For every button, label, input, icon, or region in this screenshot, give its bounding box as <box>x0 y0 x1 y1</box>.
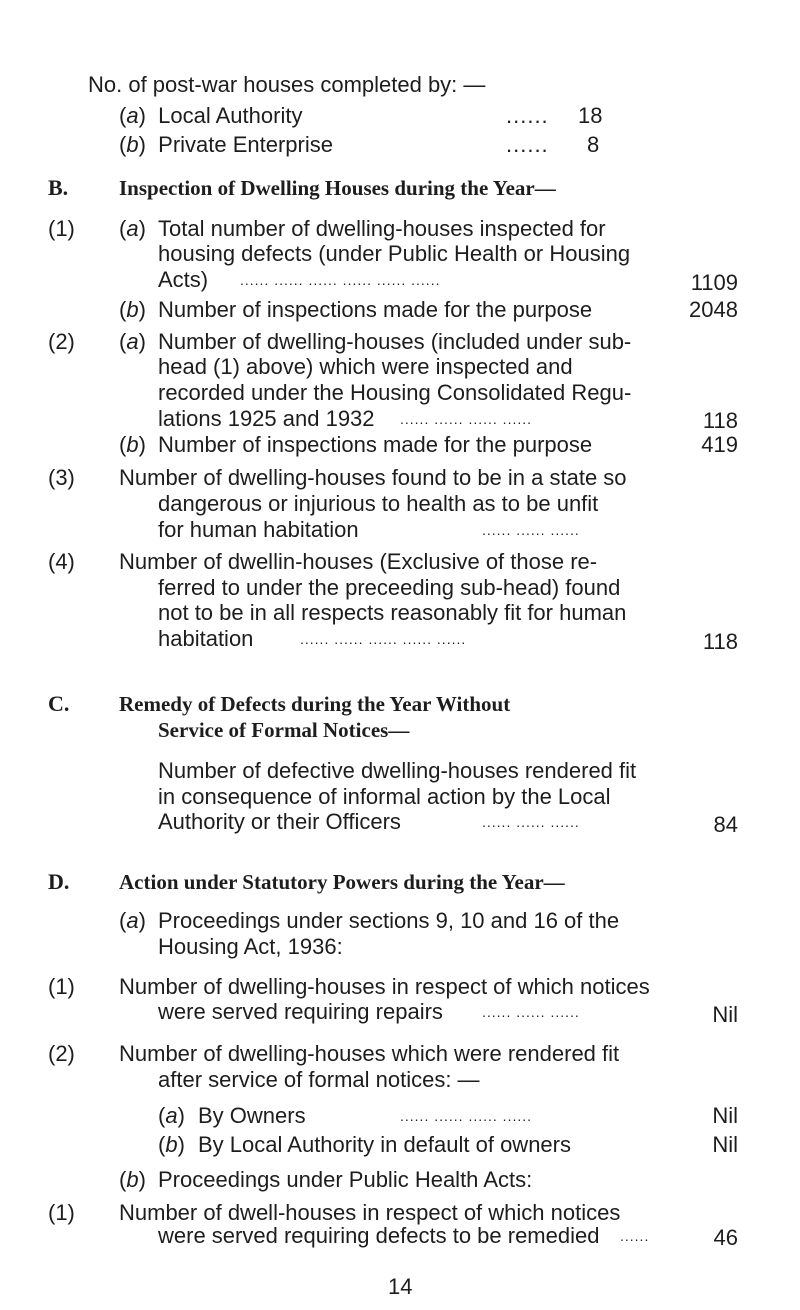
item-letter-a: (a) <box>119 908 146 934</box>
d1-value: Nil <box>712 1002 738 1028</box>
d2a-text: By Owners <box>198 1102 306 1128</box>
b1a-value: 1109 <box>690 269 738 295</box>
item-number: (2) <box>48 328 75 354</box>
d1-line2: were served requiring repairs <box>158 999 443 1025</box>
d-b-text: Proceedings under Public Health Acts: <box>158 1167 533 1193</box>
b2a-line3: recorded under the Housing Consolidated Regu- <box>158 379 632 405</box>
section-b-heading: Inspection of Dwelling Houses during the Year— <box>119 175 556 200</box>
leader-dots: ...... ...... ...... ...... <box>400 410 533 427</box>
item-number: (4) <box>48 549 75 574</box>
item-letter: b <box>126 297 139 323</box>
d2-line1: Number of dwelling-houses which were rendered fit <box>119 1041 620 1067</box>
d2-line2: after service of formal notices: — <box>158 1066 480 1092</box>
item-letter-b: (b) <box>119 432 146 458</box>
item-letter: a <box>126 908 139 934</box>
section-c-heading-line1: Remedy of Defects during the Year Without <box>119 692 511 717</box>
c-line1: Number of defective dwelling-houses rendered fit <box>158 757 637 783</box>
d2b-text: By Local Authority in default of owners <box>198 1132 571 1158</box>
intro-item-a: (a) Local Authority <box>119 102 303 128</box>
b2a-line1: Number of dwelling-houses (included under sub- <box>158 328 632 354</box>
leader-dots: ...... <box>506 102 549 128</box>
b2b-value: 419 <box>701 432 738 458</box>
leader-dots: ...... ...... ...... ...... ...... <box>300 630 467 647</box>
item-letter-a: (a) <box>119 328 146 354</box>
item-number: (2) <box>48 1041 75 1067</box>
intro-a-value: 18 <box>578 102 603 128</box>
d1-line1: Number of dwelling-houses in respect of which notices <box>119 973 650 999</box>
item-letter: b <box>126 132 139 158</box>
b1b-text: Number of inspections made for the purpose <box>158 297 593 323</box>
d-a-line2: Housing Act, 1936: <box>158 933 343 959</box>
dj1-line1: Number of dwell-houses in respect of which notices <box>119 1199 621 1225</box>
leader-dots: ...... ...... ...... <box>482 814 580 831</box>
leader-dots: ...... ...... ...... <box>482 1004 580 1021</box>
item-letter: a <box>126 215 139 241</box>
item-letter-a: (a) <box>158 1102 185 1128</box>
section-letter-b: B. <box>48 174 69 200</box>
b3-line2: dangerous or injurious to health as to be unfit <box>158 491 599 517</box>
b1a-line3: Acts) <box>158 266 209 292</box>
b3-line3: for human habitation <box>158 516 359 542</box>
leader-dots: ...... <box>620 1228 650 1245</box>
dj1-line2: were served requiring defects to be remedied <box>158 1223 600 1249</box>
item-number: (3) <box>48 465 75 491</box>
intro-line: No. of post-war houses completed by: — <box>88 72 486 98</box>
c-line3: Authority or their Officers <box>158 809 401 835</box>
item-letter-b: (b) <box>119 1167 146 1193</box>
item-letter: b <box>126 1167 139 1193</box>
b2a-line2: head (1) above) which were inspected and <box>158 354 573 380</box>
b1b-value: 2048 <box>689 297 738 323</box>
page-number: 14 <box>388 1274 413 1299</box>
b1a-line1: Total number of dwelling-houses inspected for <box>158 215 606 241</box>
section-c-heading-line2: Service of Formal Notices— <box>158 718 410 743</box>
item-number: (1) <box>48 215 75 241</box>
section-letter-c: C. <box>48 691 70 717</box>
item-letter-b: (b) <box>158 1132 185 1158</box>
section-letter-d: D. <box>48 869 70 895</box>
c-line2: in consequence of informal action by the Local <box>158 783 611 809</box>
item-letter: a <box>126 328 139 354</box>
intro-a-label: Local Authority <box>158 102 303 128</box>
section-d-heading: Action under Statutory Powers during the Year— <box>119 870 565 895</box>
item-letter-a: (a) <box>119 215 146 241</box>
b1a-line2: housing defects (under Public Health or Housing <box>158 241 631 267</box>
intro-item-b: (b) Private Enterprise <box>119 132 333 158</box>
b2b-text: Number of inspections made for the purpose <box>158 432 593 458</box>
b2a-line4: lations 1925 and 1932 <box>158 405 375 431</box>
b4-line1: Number of dwellin-houses (Exclusive of those re- <box>119 549 598 574</box>
leader-dots: ...... ...... ...... ...... ...... ...... <box>240 271 441 288</box>
dj1-value: 46 <box>713 1225 738 1251</box>
leader-dots: ...... <box>506 132 549 158</box>
d2b-value: Nil <box>712 1132 738 1158</box>
item-letter: b <box>165 1132 178 1158</box>
intro-b-label: Private Enterprise <box>158 132 333 158</box>
leader-dots: ...... ...... ...... ...... <box>400 1107 533 1124</box>
item-letter: b <box>126 432 139 458</box>
item-letter: a <box>126 102 139 128</box>
item-letter-b: (b) <box>119 297 146 323</box>
b4-value: 118 <box>702 628 738 654</box>
item-number: (1) <box>48 973 75 999</box>
d-a-line1: Proceedings under sections 9, 10 and 16 of the <box>158 908 620 934</box>
item-number: (1) <box>48 1199 75 1225</box>
b3-line1: Number of dwelling-houses found to be in a state so <box>119 465 627 491</box>
leader-dots: ...... ...... ...... <box>482 521 580 538</box>
d2a-value: Nil <box>712 1102 738 1128</box>
b2a-value: 118 <box>702 408 738 434</box>
b4-line4: habitation <box>158 625 254 651</box>
intro-b-value: 8 <box>587 132 600 158</box>
c-value: 84 <box>713 812 738 838</box>
b4-line3: not to be in all respects reasonably fit for human <box>158 600 627 626</box>
b4-line2: ferred to under the preceeding sub-head) found <box>158 574 621 600</box>
item-letter: a <box>165 1102 178 1128</box>
